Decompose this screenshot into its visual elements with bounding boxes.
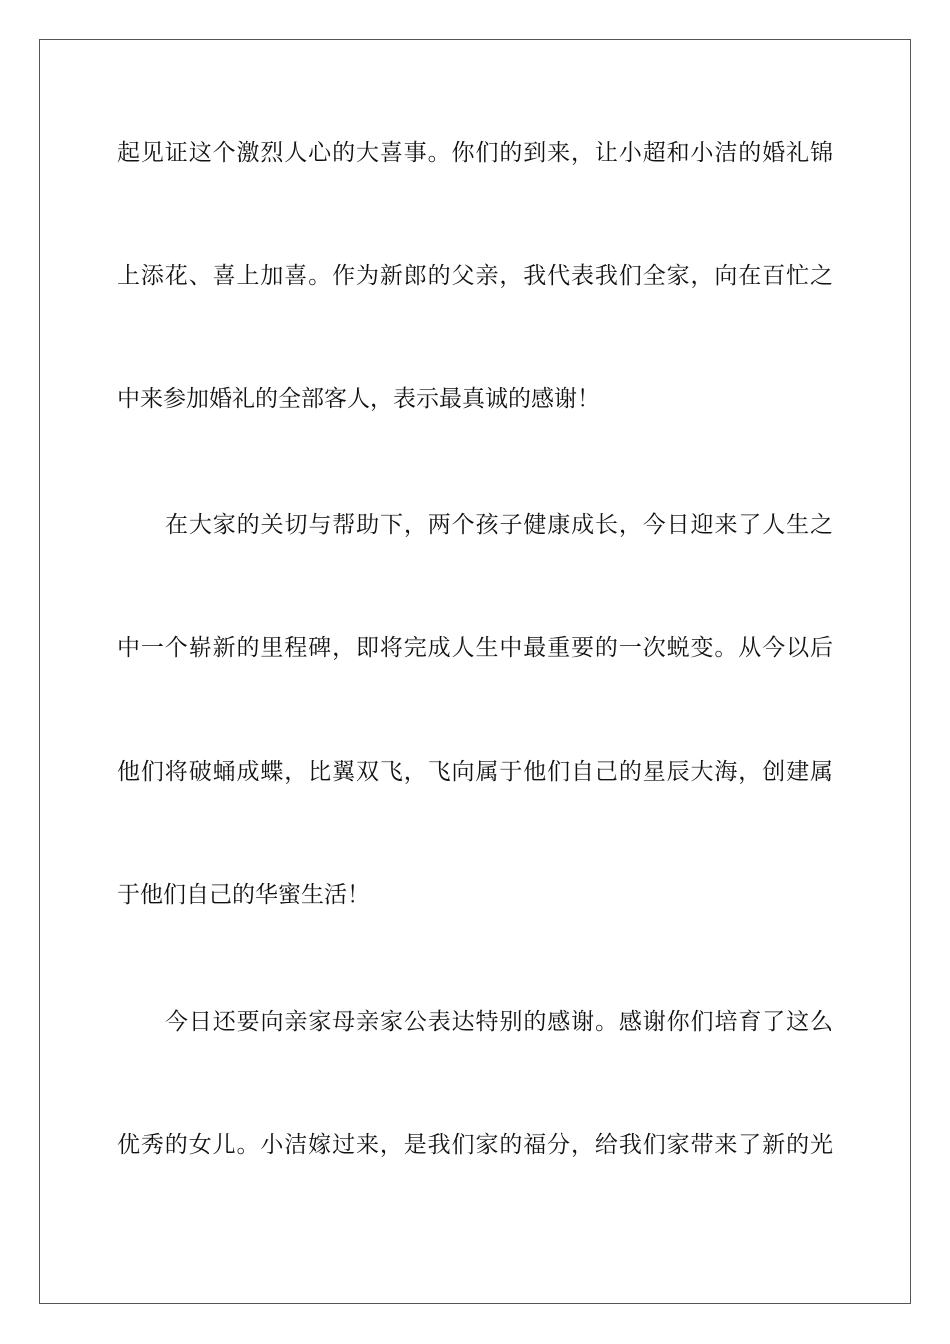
text-line-6: 他们将破蛹成蝶，比翼双飞，飞向属于他们自己的星辰大海，创建属 [117,759,833,785]
text-line-7: 于他们自己的华蜜生活！ [117,882,370,908]
text-line-9: 优秀的女儿。小洁嫁过来，是我们家的福分，给我们家带来了新的光 [117,1132,833,1158]
text-line-3: 中来参加婚礼的全部客人，表示最真诚的感谢！ [117,386,600,412]
text-line-2: 上添花、喜上加喜。作为新郎的父亲，我代表我们全家，向在百忙之 [117,263,833,289]
text-line-4: 在大家的关切与帮助下，两个孩子健康成长，今日迎来了人生之 [165,512,833,538]
text-line-1: 起见证这个激烈人心的大喜事。你们的到来，让小超和小洁的婚礼锦 [117,140,833,166]
text-line-5: 中一个崭新的里程碑，即将完成人生中最重要的一次蜕变。从今以后 [117,635,833,661]
text-line-8: 今日还要向亲家母亲家公表达特别的感谢。感谢你们培育了这么 [165,1009,833,1035]
page-frame [39,39,911,1304]
